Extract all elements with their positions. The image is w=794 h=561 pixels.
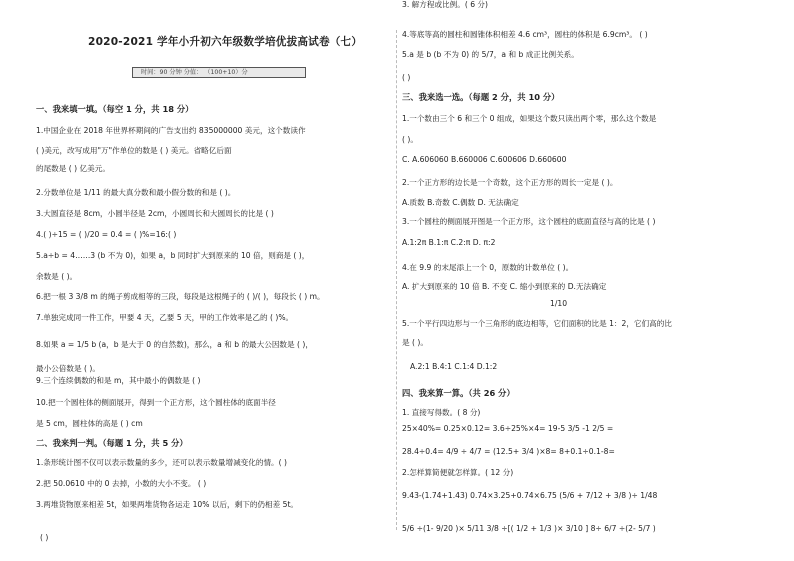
section-heading: 二、我来判一判。（每题 1 分，共 5 分） [36,438,188,448]
question-line: 10.把一个圆柱体的侧面展开，得到一个正方形，这个圆柱体的底面半径 [36,398,276,407]
question-line: 8.如果 a = 1/5 b (a，b 是大于 0 的自然数)，那么，a 和 b 的最大公因数是 ( )， [36,340,313,349]
question-line: 是 ( )。 [402,338,428,347]
question-line: A.2:1 B.4:1 C.1:4 D.1:2 [410,362,498,371]
question-line: 1. 直接写得数。( 8 分) [402,408,481,417]
question-line: 3.大圆直径是 8cm，小圆半径是 2cm，小圆周长和大圆周长的比是 ( ) [36,209,274,218]
question-line: 4.等底等高的圆柱和圆锥体积相差 4.6 cm³，圆柱的体积是 6.9cm³。 ( ) [402,30,648,39]
question-line: 2.把 50.0610 中的 0 去掉，小数的大小不变。 ( ) [36,479,207,488]
time-info: 时间：90 分钟 分值： （100+10）分 [141,69,248,76]
question-line: 4.( )÷15 = ( )/20 = 0.4 = ( )%=16:( ) [36,230,177,239]
section-heading: 四、我来算一算。（共 26 分） [402,388,515,398]
question-line: 3.一个圆柱的侧面展开图是一个正方形，这个圆柱的底面直径与高的比是 ( ) [402,217,656,226]
question-line: 5/6 ÷(1- 9/20 )× 5/11 3/8 ÷[( 1/2 + 1/3 )× 3/10 ] 8÷ 6/7 ÷(2- 5/7 ) [402,524,656,533]
question-line: 最小公倍数是 ( )。 [36,364,100,373]
question-line: 9.三个连续偶数的和是 m，其中最小的偶数是 ( ) [36,376,201,385]
question-line: 9.43-(1.74+1.43) 0.74×3.25+0.74×6.75 (5/6 + 7/12 + 3/8 )÷ 1/48 [402,491,658,500]
section-heading: 一、我来填一填。（每空 1 分，共 18 分） [36,104,194,114]
question-line: 余数是 ( )。 [36,272,78,281]
question-line: A. 扩大到原来的 10 倍 B. 不变 C. 缩小到原来的 D.无法确定 [402,282,607,291]
question-line: 2.一个正方形的边长是一个奇数，这个正方形的周长一定是 ( )。 [402,178,618,187]
question-line: 2.分数单位是 1/11 的最大真分数和最小假分数的和是 ( )。 [36,188,236,197]
column-divider [396,30,397,530]
question-line: 是 5 cm，圆柱体的高是 ( ) cm [36,419,143,428]
question-line: 1.条形统计图不仅可以表示数量的多少，还可以表示数量增减变化的情。( ) [36,458,287,467]
question-line: A.1:2π B.1:π C.2:π D. π:2 [402,238,496,247]
section-heading: 三、我来选一选。（每题 2 分，共 10 分） [402,92,560,102]
question-line: 3.两堆货物原来相差 5t，如果两堆货物各运走 10% 以后，剩下的仍相差 5t。 [36,500,299,509]
question-line: 1/10 [550,299,568,308]
question-line: 2.怎样算简便就怎样算。( 12 分) [402,468,514,477]
question-line: 6.把一根 3 3/8 m 的绳子剪成相等的三段，每段是这根绳子的 ( )/( )，每段长 ( ) m。 [36,292,325,301]
question-line: 4.在 9.9 的末尾添上一个 0，原数的计数单位 ( )。 [402,263,574,272]
question-line: 5.a 是 b (b 不为 0) 的 5/7，a 和 b 成正比例关系。 [402,50,579,59]
question-line: 5.一个平行四边形与一个三角形的底边相等，它们面积的比是 1：2，它们高的比 [402,319,672,328]
question-line: 3. 解方程或比例。( 6 分) [402,0,488,9]
question-line: ( )美元，改写成用"万"作单位的数是 ( ) 美元。省略亿后面 [36,146,232,155]
page-title: 2020-2021 学年小升初六年级数学培优拔高试卷（七） [88,36,363,48]
question-line: 1.中国企业在 2018 年世界杯期间的广告支出约 835000000 美元，这个数读作 [36,126,306,135]
time-info-box [132,67,306,78]
question-line: 28.4÷0.4= 4/9 ÷ 4/7 = (12.5+ 3/4 )×8= 8+0.1÷0.1-8= [402,447,615,456]
question-line: A.质数 B.奇数 C.偶数 D. 无法确定 [402,198,519,207]
question-line: C. A.606060 B.660006 C.600606 D.660600 [402,155,567,164]
question-line: ( ) [40,533,49,542]
question-line: 7.单独完成同一件工作，甲要 4 天，乙要 5 天，甲的工作效率是乙的 ( )%。 [36,313,294,322]
question-line: 5.a÷b = 4……3 (b 不为 0)，如果 a，b 同时扩大到原来的 10 倍，则商是 ( )， [36,251,310,260]
question-line: ( )。 [402,135,418,144]
question-line: 25×40%= 0.25×0.12= 3.6÷25%×4= 19-5 3/5 -1 2/5 = [402,424,614,433]
question-line: 1.一个数由三个 6 和三个 0 组成，如果这个数只读出两个零，那么这个数是 [402,114,657,123]
question-line: ( ) [402,73,411,82]
question-line: 的尾数是 ( ) 亿美元。 [36,164,110,173]
